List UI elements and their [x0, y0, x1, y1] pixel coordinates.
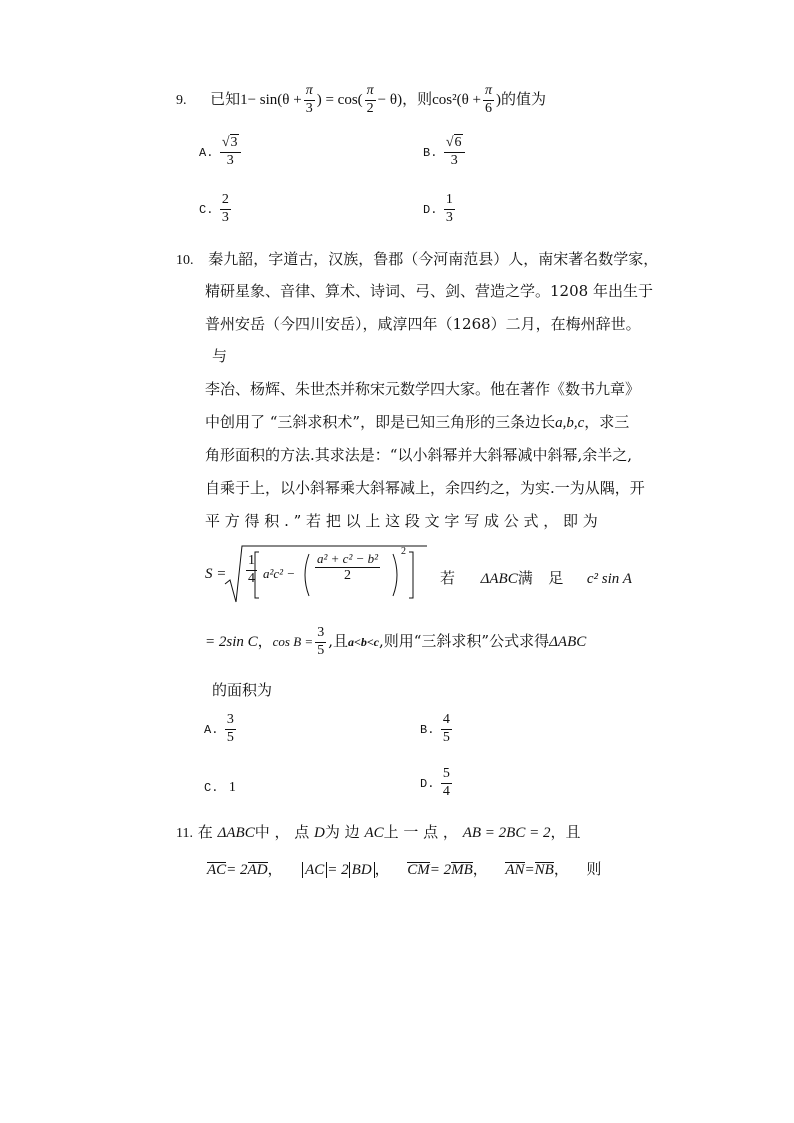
q9-stem	[176, 84, 546, 116]
q9-cos2: cos²(θ +	[432, 92, 481, 109]
q9-minus-theta: − θ)	[377, 92, 403, 109]
q11-line-2: AC= 2AD， AC = 2 BD ， CM= 2MB， AN=NB， 则	[207, 860, 602, 878]
q11-number: 11.	[176, 826, 193, 841]
q10-cosb-frac: $\frac{3}{5}$	[317, 625, 325, 658]
sqrt-icon: √3	[221, 135, 238, 150]
q9-three-a: 3	[305, 100, 313, 116]
q9-frac-pi3	[304, 84, 315, 116]
q9-option-b-label: B.	[423, 146, 438, 161]
vector-ad: AD	[247, 862, 268, 878]
q9-option-a-value: $\frac{√3}{3}$	[220, 136, 241, 168]
sqrt-icon: √6	[445, 135, 462, 150]
q9-option-a[interactable]	[199, 136, 243, 168]
q10-option-b-value: $\frac{4}{5}$	[442, 712, 450, 745]
q9-pi-b: π	[365, 84, 376, 101]
q9-eq-cos: ) = cos(	[316, 92, 363, 109]
q10-option-a-value: $\frac{3}{5}$	[226, 712, 234, 745]
q9-pi-c: π	[483, 84, 494, 101]
q9-option-c-value: $\frac{2}{3}$	[221, 192, 229, 225]
vector-mb: MB	[451, 862, 473, 878]
q10-cosb: cos B =	[272, 634, 314, 650]
q9-minus-sin: − sin(θ +	[247, 92, 302, 109]
q9-option-d-label: D.	[423, 203, 438, 218]
q9-one: 1	[240, 92, 248, 109]
q10-line-7: 角形面积的方法.其求法是：“以小斜幂并大斜幂减中斜幂,余半之,	[205, 446, 632, 464]
q9-pi-a: π	[304, 84, 315, 101]
q10-option-c[interactable]: C. 1	[204, 780, 236, 795]
q9-six: 6	[484, 100, 492, 116]
q10-formula-a2c2: a²c² −	[263, 566, 296, 581]
q10-condition-1: 若 ΔABC满 足 c² sin A	[440, 569, 632, 587]
q9-stem-end: 的值为	[500, 90, 546, 109]
q9-option-c-label: C.	[199, 203, 214, 218]
q9-stem-prefix: 已知	[210, 90, 241, 109]
q9-cos2-close: )	[495, 92, 501, 109]
q9-option-a-label: A.	[199, 146, 214, 161]
abs-bd: BD	[349, 862, 375, 878]
q9-option-d[interactable]	[423, 193, 457, 225]
q10-formula-sq: 2	[401, 546, 406, 557]
q10-option-b[interactable]: B. $\frac{4}{5}$	[420, 712, 450, 745]
q9-frac-pi2	[365, 84, 376, 116]
vector-nb: NB	[534, 862, 554, 878]
q10-line-4: 与	[212, 347, 228, 365]
q9-option-b[interactable]	[423, 136, 467, 168]
q10-option-d-value: $\frac{5}{4}$	[442, 766, 450, 799]
q10-line-6: 中创用了 “三斜求积术”，即是已知三角形的三条边长a,b,c，求三	[205, 413, 630, 431]
q10-option-d[interactable]: D. $\frac{5}{4}$	[420, 766, 450, 799]
q10-line-9: 平 方 得 积 . ” 若 把 以 上 这 段 文 字 写 成 公 式 ， 即 为	[205, 512, 598, 530]
q10-number: 10.	[176, 253, 194, 268]
q9-stem-suffix: ，则	[402, 90, 433, 109]
q10-line-5: 李冶、杨辉、朱世杰并称宋元数学四大家。他在著作《数书九章》	[205, 380, 641, 398]
q9-option-b-value: $\frac{√6}{3}$	[444, 136, 465, 168]
q9-frac-pi6	[483, 84, 494, 116]
q9-number: 9.	[176, 93, 187, 109]
q9-option-d-value: $\frac{1}{3}$	[445, 192, 453, 225]
q10-triangle: ΔABC	[480, 571, 518, 587]
q10-option-a[interactable]: A. $\frac{3}{5}$	[204, 712, 234, 745]
q10-triangle-2: ΔABC	[549, 634, 587, 651]
q9-two: 2	[366, 100, 374, 116]
q10-line-8: 自乘于上，以小斜幂乘大斜幂减上，余四约之，为实.一为从隅，开	[205, 479, 645, 497]
q10-formula-quarter: $\frac{1}{4}$	[248, 553, 255, 586]
q10-area-text: 的面积为	[212, 681, 273, 699]
q11-line-1: 11. 在 ΔABC中 ， 点 D为 边 AC上 一 点 ， AB = 2BC = 2，且	[176, 823, 581, 841]
q10-line-3: 普州安岳（今四川安岳），咸淳四年（1268）二月，在梅州辞世。	[205, 315, 641, 333]
q9-option-c[interactable]	[199, 193, 233, 225]
q10-line-2: 精研星象、音律、算术、诗词、弓、剑、营造之学。1208 年出生于	[205, 282, 653, 300]
q10-formula-s: S =	[205, 566, 227, 582]
vector-ac: AC	[207, 862, 227, 878]
vector-an: AN	[505, 862, 525, 878]
vector-cm: CM	[407, 862, 430, 878]
q10-option-c-value: 1	[228, 780, 236, 795]
q10-eq-2sinc: = 2sin C	[205, 634, 258, 651]
q10-line-1: 10. 秦九韶，字道古，汉族，鲁郡（今河南范县）人，南宋著名数学家，	[176, 250, 659, 268]
abs-ac: AC	[302, 862, 327, 878]
q10-c2sina: c² sin A	[586, 571, 632, 587]
q10-inequality: a<b<c	[347, 635, 379, 650]
q10-sides: a,b,c	[555, 415, 585, 431]
q10-condition-2: = 2sin C，cos B = $\frac{3}{5}$ ,且a<b<c,则用“三斜求积”公式求得ΔABC	[205, 625, 587, 658]
q10-formula-inner: $\frac{\text{a² + c² − b²}}{2}$	[317, 551, 379, 583]
